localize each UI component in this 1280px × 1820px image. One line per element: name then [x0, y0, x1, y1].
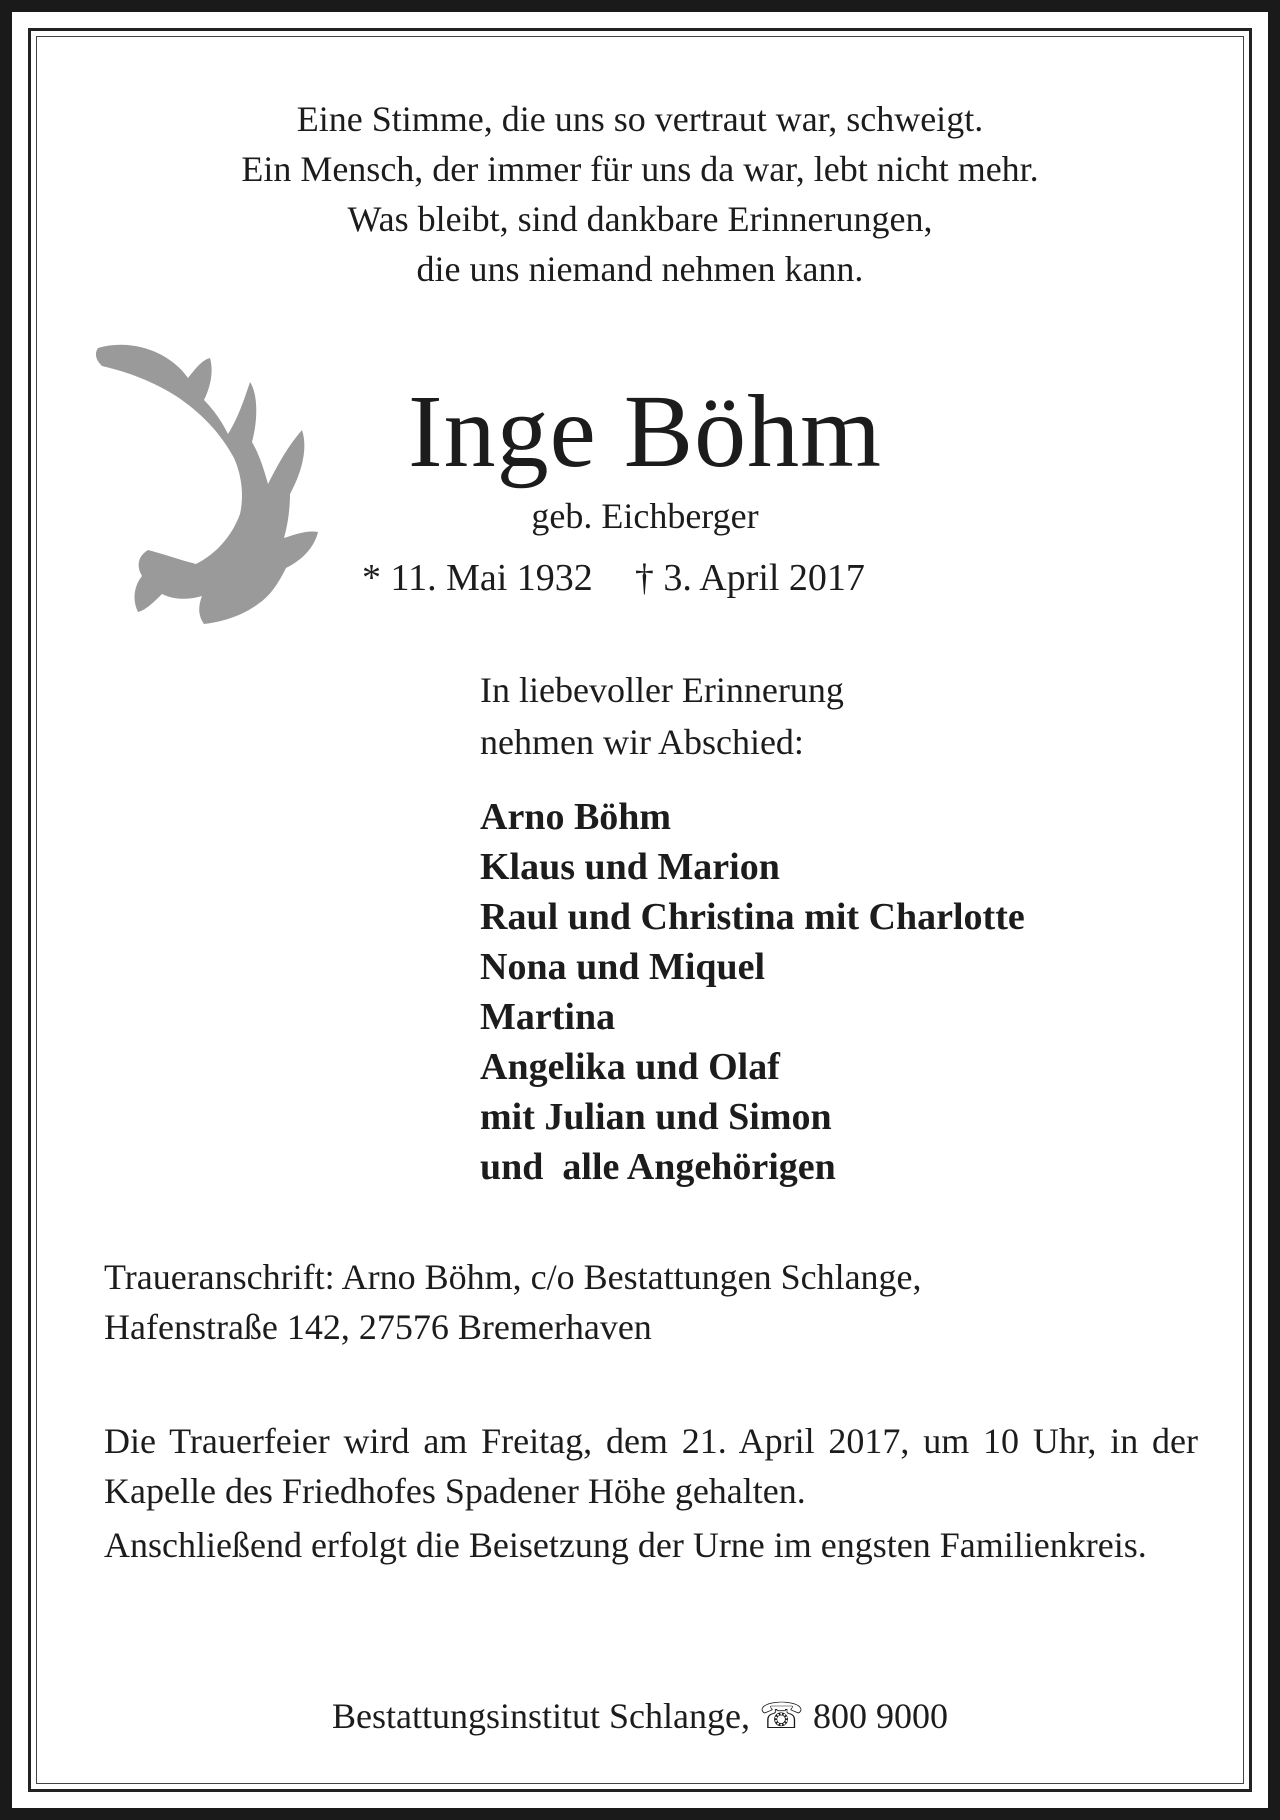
mourning-address	[104, 1252, 922, 1352]
mourner-name: Angelika und Olaf	[480, 1046, 780, 1088]
address-line: Hafenstraße 142, 27576 Bremerhaven	[104, 1307, 652, 1347]
poem-line: die uns niemand nehmen kann.	[416, 249, 864, 289]
mourner-name: Nona und Miquel	[480, 946, 766, 988]
ceremony-paragraph: Die Trauerfeier wird am Freitag, dem 21. April 2017, um 10 Uhr, in der Kapelle des Friedhofes Spadener Höhe gehalten.	[104, 1421, 1198, 1511]
poem-line: Was bleibt, sind dankbare Erinnerungen,	[347, 199, 933, 239]
mourner-name: Arno Böhm	[480, 796, 672, 838]
intro-line: In liebevoller Erinnerung	[480, 670, 844, 710]
mourner-name: Klaus und Marion	[480, 846, 780, 888]
poem-line: Eine Stimme, die uns so vertraut war, schweigt.	[296, 99, 984, 139]
burial-paragraph: Anschließend erfolgt die Beisetzung der Urne im engsten Familienkreis.	[104, 1525, 1147, 1565]
poem-line: Ein Mensch, der immer für uns da war, lebt nicht mehr.	[241, 149, 1039, 189]
mourners-list	[480, 792, 1025, 1192]
life-dates	[362, 554, 865, 602]
mourner-name: Martina	[480, 996, 616, 1038]
birth-date: * 11. Mai 1932	[362, 557, 593, 599]
maiden-name: geb. Eichberger	[531, 496, 759, 536]
intro-line: nehmen wir Abschied:	[480, 722, 804, 762]
death-date: † 3. April 2017	[634, 557, 865, 599]
obituary-page	[12, 12, 1268, 1808]
funeral-home-contact: Bestattungsinstitut Schlange, ☏ 800 9000	[332, 1696, 948, 1736]
mourner-name: Raul und Christina mit Charlotte	[480, 896, 1025, 938]
farewell-intro	[480, 664, 844, 768]
mourner-name: und alle Angehörigen	[480, 1146, 836, 1188]
poem	[12, 94, 1268, 294]
deceased-name: Inge Böhm	[407, 374, 883, 489]
obituary-content	[12, 12, 1268, 1808]
mourner-name: mit Julian und Simon	[480, 1096, 832, 1138]
address-line: Traueranschrift: Arno Böhm, c/o Bestattungen Schlange,	[104, 1257, 922, 1297]
funeral-details	[104, 1416, 1198, 1574]
